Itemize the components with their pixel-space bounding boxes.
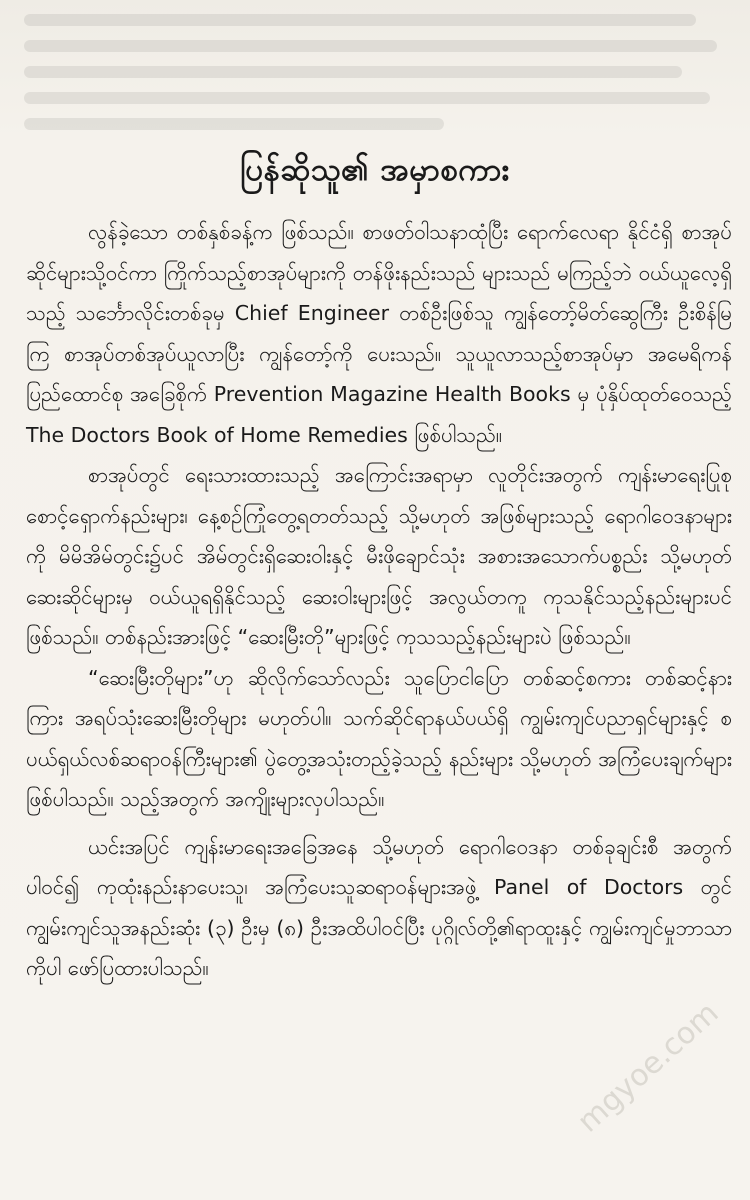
paragraph: စာအုပ်တွင် ရေးသားထားသည့် အကြောင်းအရာမှာ လူတိုင်းအတွက် ကျန်းမာရေးပြုစုစောင့်ရှောက်နည်းများ၊ နေ့စဉ်ကြုံတွေ့ရတတ်သည့် သို့မဟုတ် အဖြစ်များသည့် ရောဂါဝေဒနာများကို မိမိအိမ်တွင်း၌ပင် အိမ်တွင်းရှိဆေးဝါးနှင့် မီးဖိုချောင်သုံး အစားအသောက်ပစ္စည်း သို့မဟုတ် ဆေးဆိုင်များမှ ဝယ်ယူရရှိနိုင်သည့် ဆေးဝါးများဖြင့် အလွယ်တကူ ကုသနိုင်သည့်နည်းများပင် ဖြစ်သည်။ တစ်နည်းအားဖြင့် “ဆေးမြီးတို”များဖြင့် ကုသသည့်နည်းများပဲ ဖြစ်သည်။ xyxy=(26,463,732,649)
paragraph: “ဆေးမြီးတိုများ”ဟု ဆိုလိုက်သော်လည်း သူပြောငါပြော တစ်ဆင့်စကား တစ်ဆင့်နားကြား အရပ်သုံးဆေးမြီးတိုများ မဟုတ်ပါ။ သက်ဆိုင်ရာနယ်ပယ်ရှိ ကျွမ်းကျင်ပညာရှင်များနှင့် စပယ်ရှယ်လစ်ဆရာဝန်ကြီးများ၏ ပွဲတွေ့အသုံးတည့်ခဲ့သည့် နည်းများ သို့မဟုတ် အကြံပေးချက်များ ဖြစ်ပါသည်။ သည့်အတွက် အကျိုးများလှပါသည်။ xyxy=(26,665,732,811)
paragraph: ယင်းအပြင် ကျန်းမာရေးအခြေအနေ သို့မဟုတ် ရောဂါဝေဒနာ တစ်ခုချင်းစီ အတွက် ပါဝင်၍ ကုထုံးနည်းနာပေးသူ၊ အကြံပေးသူဆရာဝန်များအဖွဲ့ Panel of Doctors တွင် ကျွမ်းကျင်သူအနည်းဆုံး (၃) ဦးမှ (၈) ဦးအထိပါဝင်ပြီး ပုဂ္ဂိုလ်တို့၏ရာထူးနှင့် ကျွမ်းကျင်မှုဘာသာကိုပါ ဖော်ပြထားပါသည်။ xyxy=(26,834,732,980)
page-title: ပြန်ဆိုသူ၏ အမှာစကား xyxy=(240,152,510,188)
paragraph: လွန်ခဲ့သော တစ်နှစ်ခန့်က ဖြစ်သည်။ စာဖတ်ဝါသနာထုံပြီး ရောက်လေရာ နိုင်ငံရှိ စာအုပ်ဆိုင်များသို့ဝင်ကာ ကြိုက်သည့်စာအုပ်များကို တန်ဖိုးနည်းသည် များသည် မကြည့်ဘဲ ဝယ်ယူလေ့ရှိသည့် သင်္ဘောလိုင်းတစ်ခုမှ Chief Engineer တစ်ဦးဖြစ်သူ ကျွန်တော့်မိတ်ဆွေကြီး ဦးစိန်မြကြ စာအုပ်တစ်အုပ်ယူလာပြီး ကျွန်တော့်ကို ပေးသည်။ သူယူလာသည့်စာအုပ်မှာ အမေရိကန်ပြည်ထောင်စု အခြေစိုက် Prevention Magazine Health Books မှ ပုံနှိပ်ထုတ်ဝေသည့် The Doctors Book of Home Remedies ဖြစ်ပါသည်။ xyxy=(26,220,732,447)
body-text xyxy=(26,212,732,989)
show-through-text xyxy=(24,0,724,140)
watermark: mgyoe.com xyxy=(570,995,726,1140)
